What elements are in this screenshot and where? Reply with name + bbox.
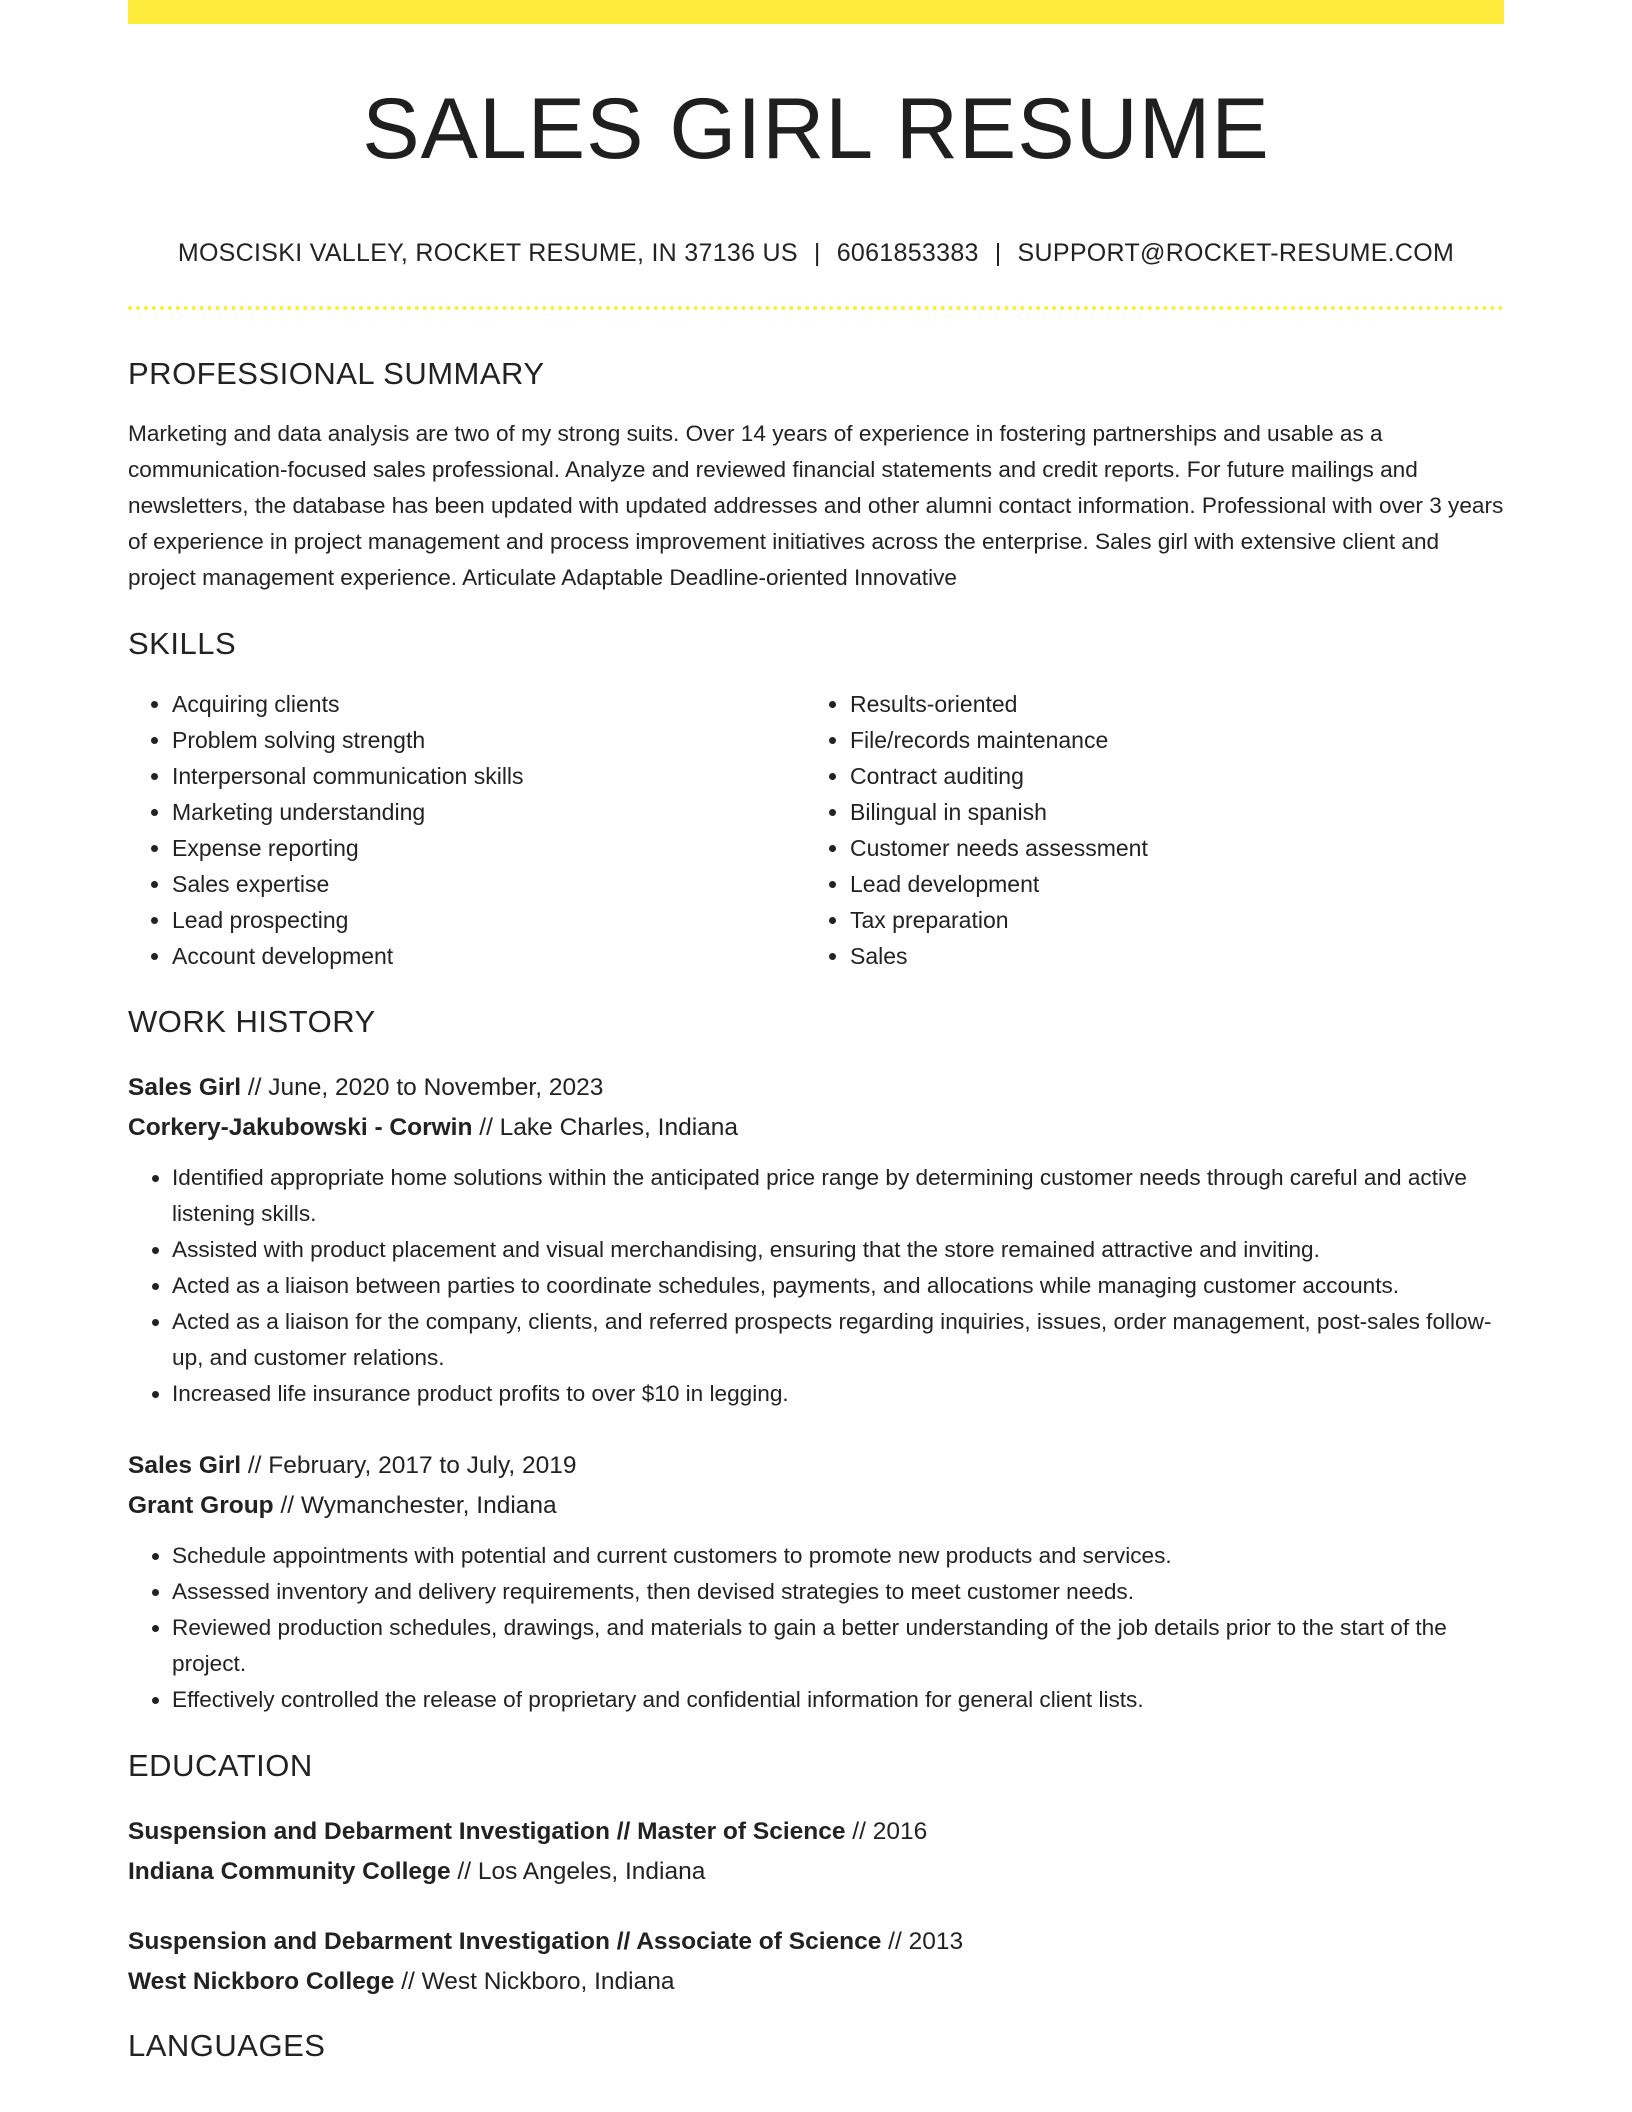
skill-item: • Results-oriented xyxy=(850,686,1490,722)
contact-separator: | xyxy=(994,238,1002,267)
skill-item: • Contract auditing xyxy=(850,758,1490,794)
dotted-divider xyxy=(128,306,1504,310)
skill-item: • Sales xyxy=(850,938,1490,974)
job-bullet: • Reviewed production schedules, drawings, and materials to gain a better understanding of the job details prior to the start of the project. xyxy=(172,1610,1504,1682)
skill-item: • Problem solving strength xyxy=(172,722,806,758)
job-bullet: • Assisted with product placement and visual merchandising, ensuring that the store remained attractive and inviting. xyxy=(172,1232,1504,1268)
job-position: Sales Girl xyxy=(128,1451,242,1479)
skill-item: • Tax preparation xyxy=(850,902,1490,938)
job-company: Grant Group xyxy=(128,1491,274,1519)
skills-column-right xyxy=(806,686,1490,974)
job-location: // Lake Charles, Indiana xyxy=(472,1113,739,1141)
job-bullet: • Identified appropriate home solutions within the anticipated price range by determining customer needs through careful and active listening skills. xyxy=(172,1160,1504,1232)
skill-item: • Sales expertise xyxy=(172,866,806,902)
education-year: // 2016 xyxy=(845,1817,928,1845)
education-year: // 2013 xyxy=(881,1927,964,1955)
contact-separator: | xyxy=(813,238,821,267)
skill-item: • Expense reporting xyxy=(172,830,806,866)
accent-top-bar xyxy=(128,0,1504,24)
education-location: // Los Angeles, Indiana xyxy=(450,1857,706,1885)
contact-phone[interactable]: 6061853383 xyxy=(836,238,979,267)
education-degree-line xyxy=(128,1922,1504,1962)
job-entry xyxy=(128,1068,1504,1412)
job-bullet: • Schedule appointments with potential and current customers to promote new products and services. xyxy=(172,1538,1504,1574)
education-degree-line xyxy=(128,1812,1504,1852)
education-entry xyxy=(128,1922,1504,2002)
job-dates: // February, 2017 to July, 2019 xyxy=(241,1451,577,1479)
skills-list xyxy=(128,686,1504,974)
skill-item: • Lead prospecting xyxy=(172,902,806,938)
job-bullets xyxy=(128,1160,1504,1412)
summary-text: Marketing and data analysis are two of my strong suits. Over 14 years of experience in fostering partnerships and usable as a communication-focused sales professional. Analyze and reviewed financial statements and credit reports. For future mailings and newsletters, the database has been updated with updated addresses and other alumni contact information. Professional with over 3 years of experience in project management and process improvement initiatives across the enterprise. Sales girl with extensive client and project management experience. Articulate Adaptable Deadline-oriented Innovative xyxy=(128,420,1504,590)
education-heading: EDUCATION xyxy=(128,1747,313,1783)
resume-page xyxy=(128,0,1504,2064)
skill-item: • Marketing understanding xyxy=(172,794,806,830)
skill-item: • Interpersonal communication skills xyxy=(172,758,806,794)
contact-address: MOSCISKI VALLEY, ROCKET RESUME, IN 37136 US xyxy=(177,238,798,267)
job-dates: // June, 2020 to November, 2023 xyxy=(241,1073,604,1101)
job-company: Corkery-Jakubowski - Corwin xyxy=(128,1113,473,1141)
job-bullet: • Effectively controlled the release of proprietary and confidential information for general client lists. xyxy=(172,1682,1504,1718)
job-bullet: • Acted as a liaison between parties to coordinate schedules, payments, and allocations while managing customer accounts. xyxy=(172,1268,1504,1304)
contact-line xyxy=(128,239,1504,268)
education-school-line xyxy=(128,1852,1504,1892)
education-school-line xyxy=(128,1962,1504,2002)
job-title-line xyxy=(128,1068,1504,1108)
work-history-heading: WORK HISTORY xyxy=(128,1003,376,1039)
job-bullets xyxy=(128,1538,1504,1718)
summary-heading: PROFESSIONAL SUMMARY xyxy=(128,355,545,391)
skills-heading: SKILLS xyxy=(128,625,237,661)
job-entry xyxy=(128,1446,1504,1718)
skill-item: • Customer needs assessment xyxy=(850,830,1490,866)
job-bullet: • Acted as a liaison for the company, clients, and referred prospects regarding inquiries, issues, order management, post-sales follow-up, and customer relations. xyxy=(172,1304,1504,1376)
job-bullet: • Assessed inventory and delivery requirements, then devised strategies to meet customer needs. xyxy=(172,1574,1504,1610)
job-location: // Wymanchester, Indiana xyxy=(273,1491,557,1519)
education-degree: Suspension and Debarment Investigation // Master of Science xyxy=(128,1817,846,1845)
languages-heading: LANGUAGES xyxy=(128,2027,326,2063)
education-school: Indiana Community College xyxy=(128,1857,451,1885)
skill-item: • Bilingual in spanish xyxy=(850,794,1490,830)
skill-item: • Account development xyxy=(172,938,806,974)
education-entry xyxy=(128,1812,1504,1892)
job-company-line xyxy=(128,1486,1504,1526)
education-degree: Suspension and Debarment Investigation // Associate of Science xyxy=(128,1927,882,1955)
education-school: West Nickboro College xyxy=(128,1967,395,1995)
education-location: // West Nickboro, Indiana xyxy=(394,1967,675,1995)
skill-item: • File/records maintenance xyxy=(850,722,1490,758)
skills-column-left xyxy=(128,686,806,974)
job-bullet: • Increased life insurance product profits to over $10 in legging. xyxy=(172,1376,1504,1412)
contact-email[interactable]: SUPPORT@ROCKET-RESUME.COM xyxy=(1017,238,1455,267)
skill-item: • Lead development xyxy=(850,866,1490,902)
job-company-line xyxy=(128,1108,1504,1148)
skill-item: • Acquiring clients xyxy=(172,686,806,722)
resume-title: SALES GIRL RESUME xyxy=(362,81,1270,177)
job-position: Sales Girl xyxy=(128,1073,242,1101)
job-title-line xyxy=(128,1446,1504,1486)
